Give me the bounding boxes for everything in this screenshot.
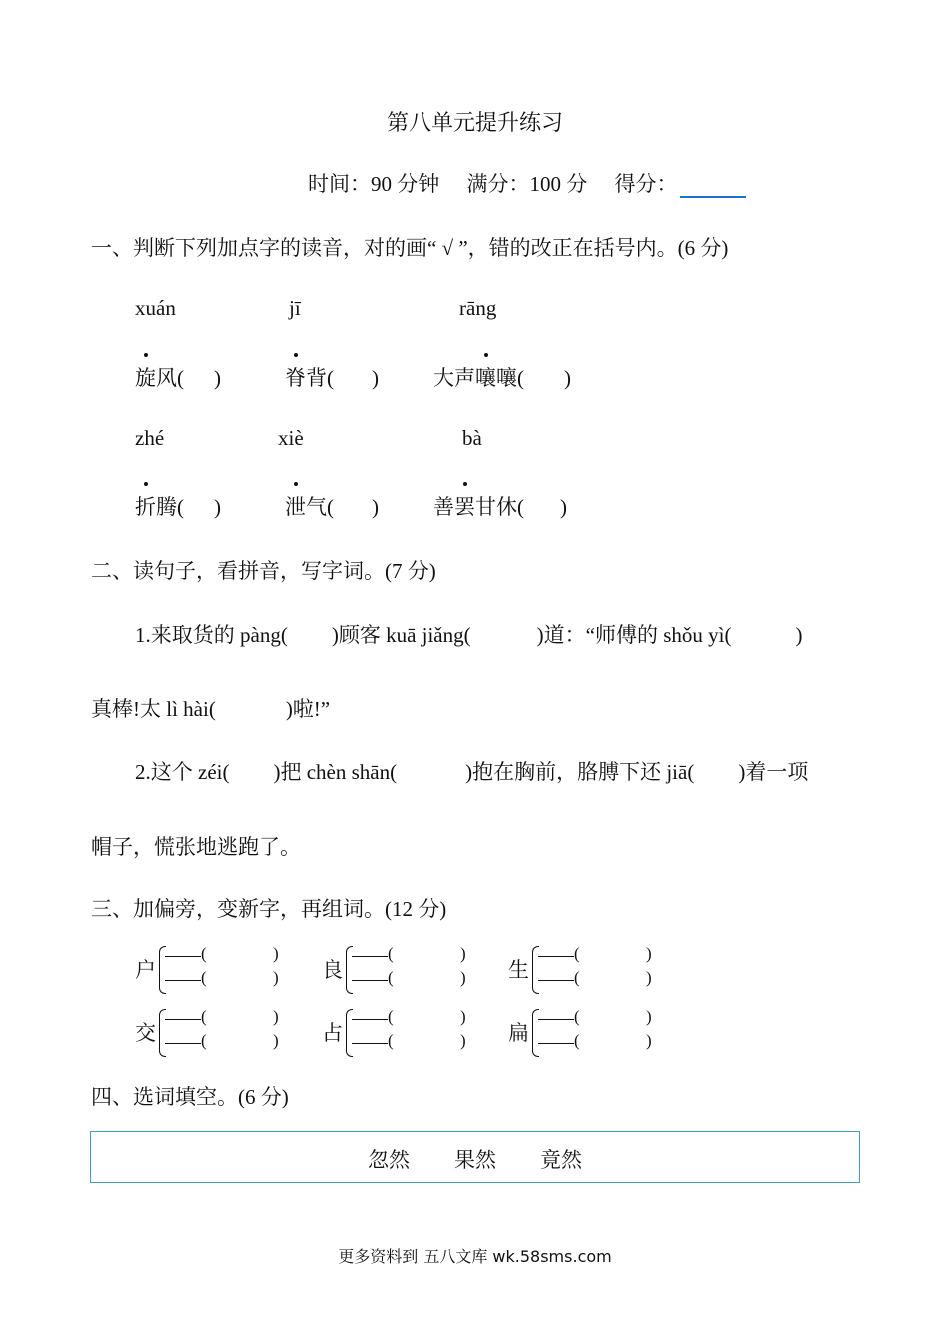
score-blank[interactable] — [680, 176, 746, 198]
radical-line[interactable]: ( ) — [538, 1007, 652, 1027]
sentence-2-line-1: 2.这个 zéi( )把 chèn shān( )抱在胸前，胳膊下还 jiā( )着一项 — [135, 760, 809, 784]
dotted-char: 折 — [135, 491, 156, 521]
exam-info — [308, 168, 746, 198]
word-item: 大声嚷嚷( ) — [433, 362, 571, 392]
pinyin: zhé — [135, 426, 165, 450]
radical-line[interactable]: ( ) — [165, 968, 279, 988]
radical-item — [508, 944, 658, 996]
radical-line[interactable]: ( ) — [352, 968, 466, 988]
base-char: 户 — [135, 958, 156, 982]
base-char: 良 — [322, 958, 343, 982]
pinyin: xiè — [278, 426, 304, 450]
dotted-char: 脊 — [285, 362, 306, 392]
radical-item — [135, 1007, 285, 1059]
radical-line[interactable]: ( ) — [538, 968, 652, 988]
dotted-char: 旋 — [135, 362, 156, 392]
radical-item — [135, 944, 285, 996]
section4-heading: 四、选词填空。(6 分) — [91, 1085, 289, 1109]
word-item: 折腾( ) — [135, 491, 221, 521]
section1-heading: 一、判断下列加点字的读音，对的画“ √ ”，错的改正在括号内。(6 分) — [91, 236, 729, 260]
radical-item — [508, 1007, 658, 1059]
pinyin: xuán — [135, 296, 176, 320]
pinyin: jī — [289, 296, 301, 320]
radical-line[interactable]: ( ) — [538, 944, 652, 964]
word-item: 泄气( ) — [285, 491, 379, 521]
time-label: 时间：90 分钟 — [308, 172, 440, 196]
radical-item — [322, 944, 472, 996]
word-bank — [91, 1144, 859, 1174]
dotted-char: 罢 — [454, 491, 475, 521]
section3-heading: 三、加偏旁，变新字，再组词。(12 分) — [91, 897, 447, 921]
section2-heading: 二、读句子，看拼音，写字词。(7 分) — [91, 559, 436, 583]
pinyin: bà — [462, 426, 482, 450]
sentence-2-line-2: 帽子，慌张地逃跑了。 — [91, 835, 301, 859]
word-item: 旋风( ) — [135, 362, 221, 392]
radical-item — [322, 1007, 472, 1059]
pinyin: rāng — [459, 296, 497, 320]
word-bank-item: 忽然 — [368, 1148, 410, 1172]
radical-line[interactable]: ( ) — [165, 1007, 279, 1027]
radical-line[interactable]: ( ) — [352, 1007, 466, 1027]
base-char: 扁 — [508, 1021, 529, 1045]
word-bank-item: 果然 — [454, 1148, 496, 1172]
word-bank-item: 竟然 — [540, 1148, 582, 1172]
base-char: 生 — [508, 958, 529, 982]
radical-line[interactable]: ( ) — [538, 1031, 652, 1051]
radical-line[interactable]: ( ) — [165, 944, 279, 964]
dotted-char: 嚷 — [475, 362, 496, 392]
page-title: 第八单元提升练习 — [386, 110, 563, 135]
sentence-1-line-2: 真棒!太 lì hài( )啦!” — [91, 697, 331, 721]
sentence-1-line-1: 1.来取货的 pàng( )顾客 kuā jiǎng( )道：“师傅的 shǒu yì( ) — [135, 623, 803, 647]
dotted-char: 泄 — [285, 491, 306, 521]
word-bank-box — [90, 1131, 860, 1183]
footer-text: 更多资料到 五八文库 wk.58sms.com — [338, 1247, 612, 1266]
radical-line[interactable]: ( ) — [165, 1031, 279, 1051]
base-char: 占 — [322, 1021, 343, 1045]
word-item: 善罢甘休( ) — [433, 491, 567, 521]
base-char: 交 — [135, 1021, 156, 1045]
word-item: 脊背( ) — [285, 362, 379, 392]
radical-line[interactable]: ( ) — [352, 1031, 466, 1051]
full-score-label: 满分：100 分 — [466, 172, 588, 196]
score-label: 得分： — [614, 172, 678, 196]
radical-line[interactable]: ( ) — [352, 944, 466, 964]
